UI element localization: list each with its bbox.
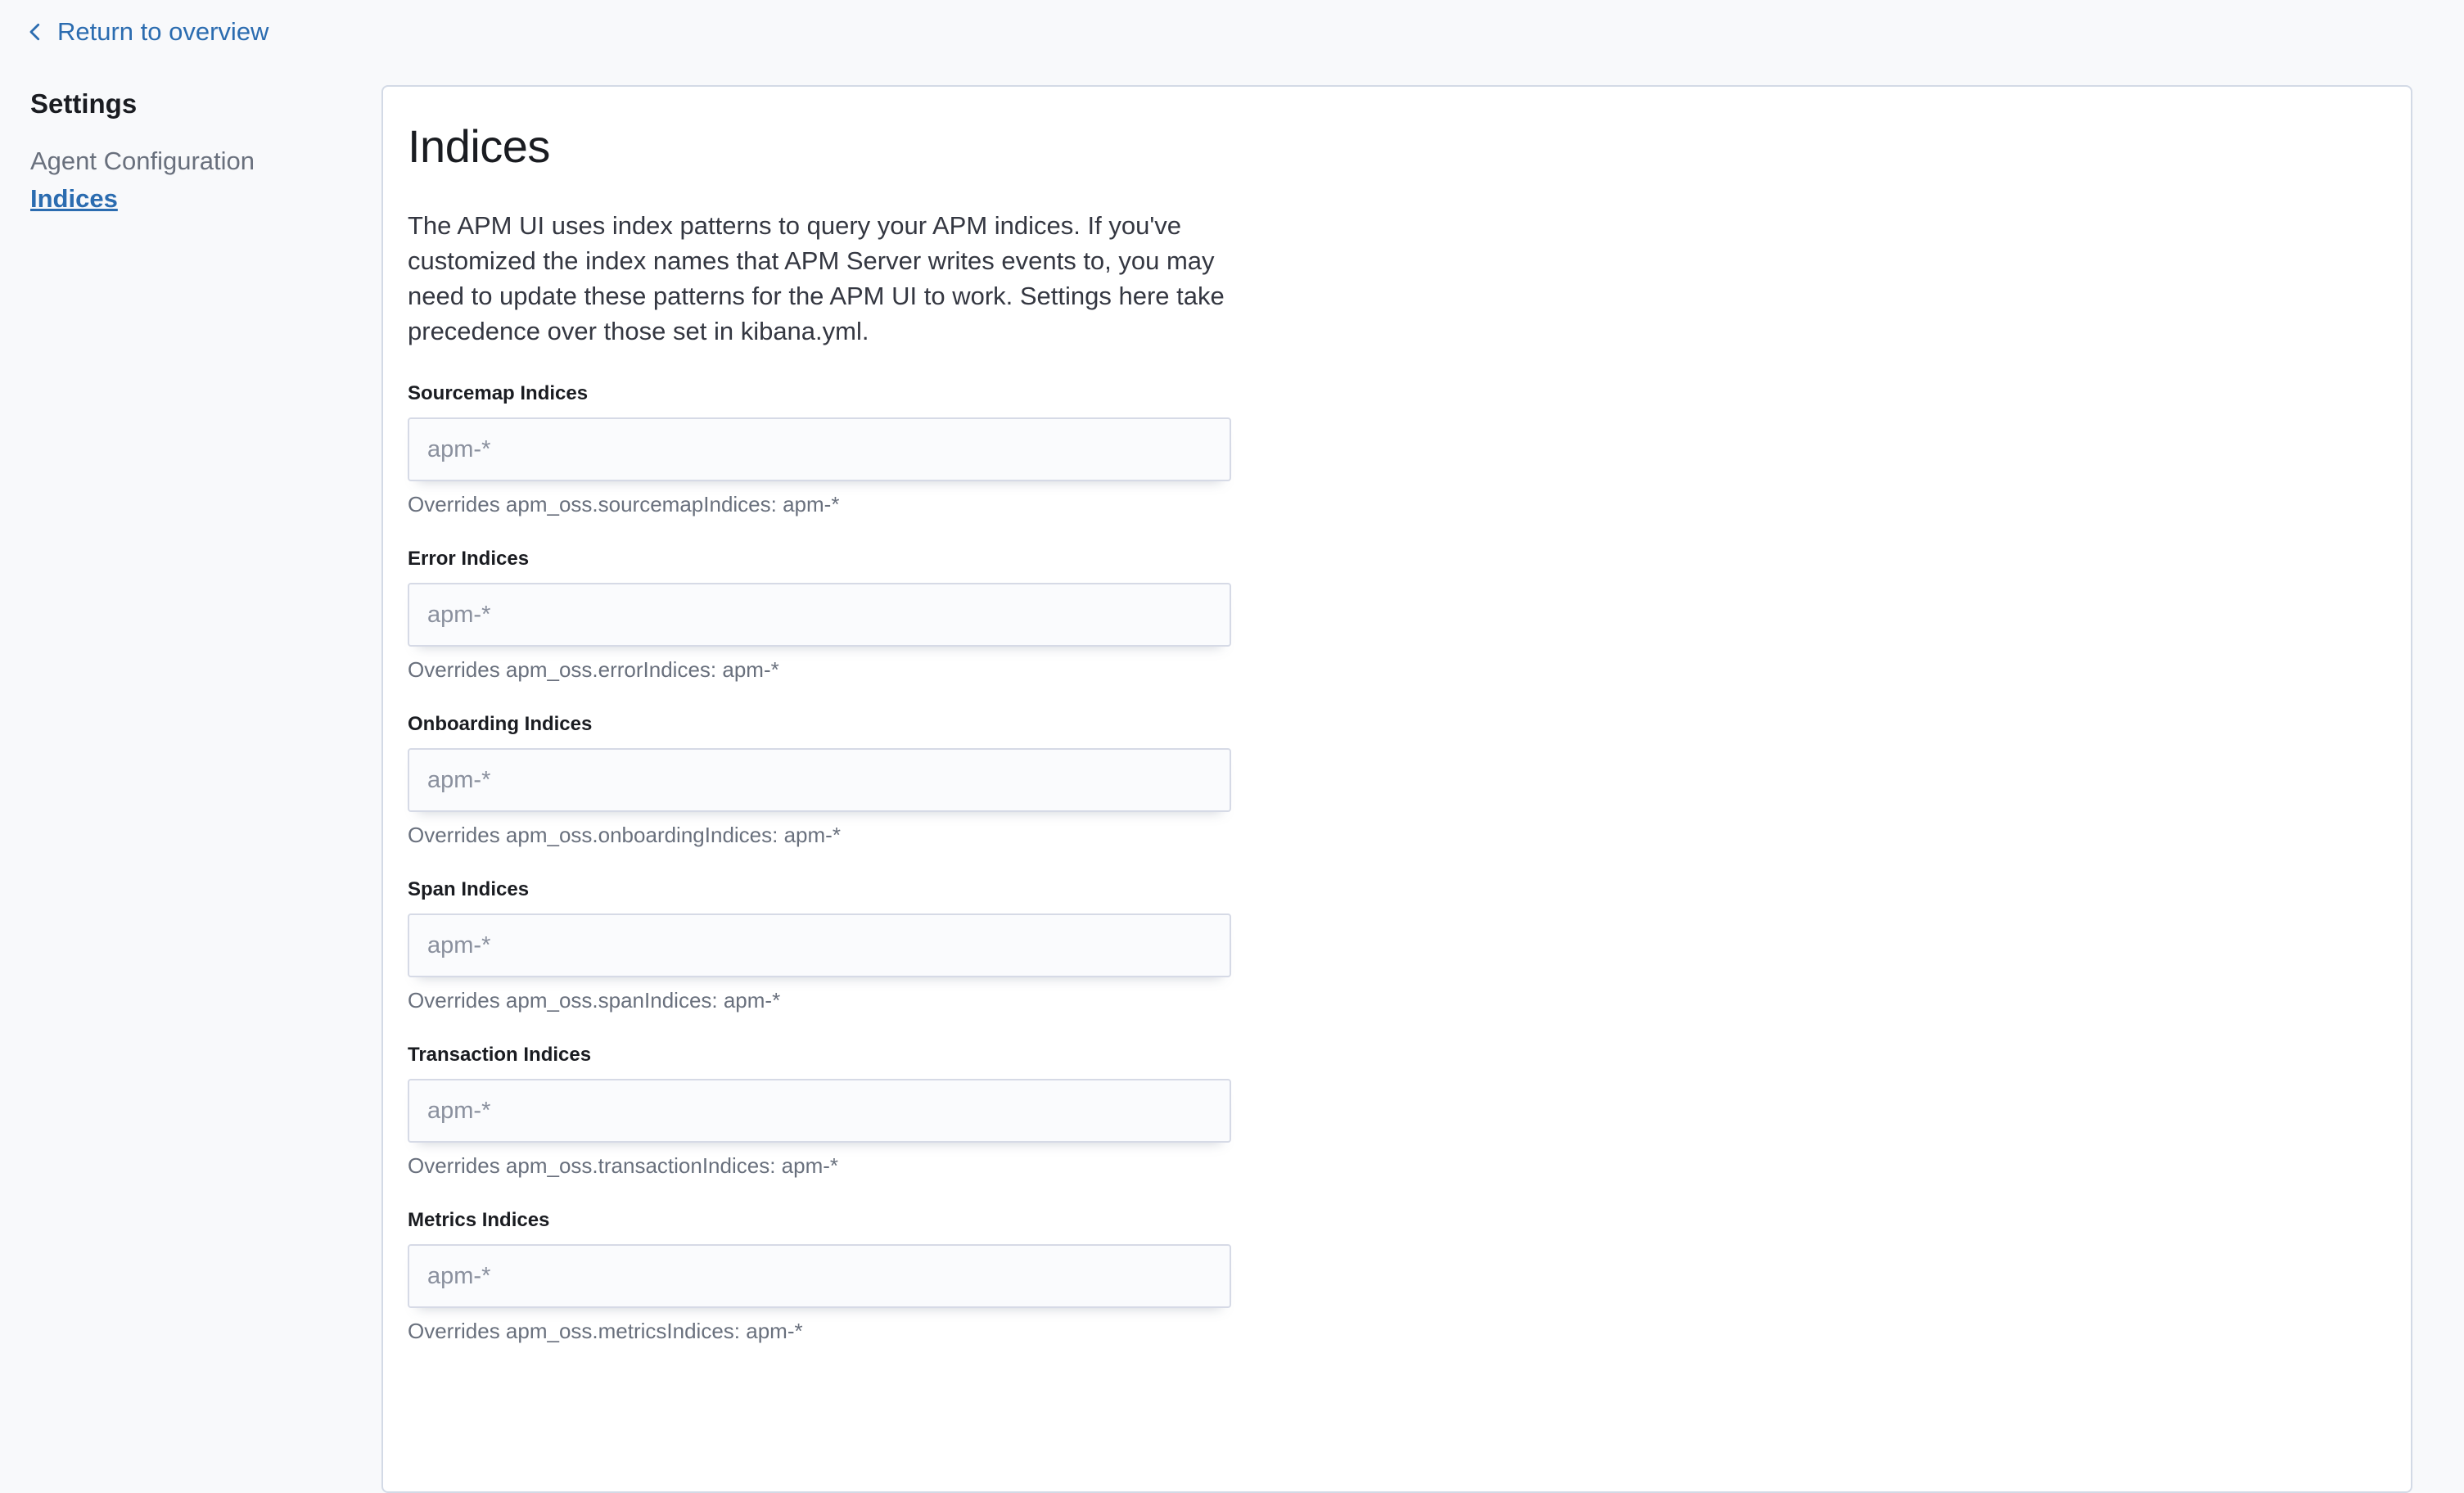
field-label: Sourcemap Indices: [408, 382, 589, 404]
form-field-group: [408, 877, 2386, 1013]
field-help-text: Overrides apm_oss.spanIndices: apm-*: [408, 988, 781, 1013]
field-label: Transaction Indices: [408, 1044, 592, 1066]
index-pattern-input-metrics-indices[interactable]: [408, 1244, 1231, 1308]
index-pattern-input-transaction-indices[interactable]: [408, 1079, 1231, 1143]
description-line: precedence over those set in kibana.yml.: [408, 317, 869, 345]
index-pattern-input-onboarding-indices[interactable]: [408, 748, 1231, 812]
sidebar-title: Settings: [30, 88, 138, 119]
return-to-overview-link[interactable]: [25, 16, 269, 47]
field-label: Onboarding Indices: [408, 713, 593, 735]
field-label: Metrics Indices: [408, 1209, 550, 1231]
field-help-text: Overrides apm_oss.sourcemapIndices: apm-*: [408, 492, 840, 516]
page-title: Indices: [408, 120, 550, 172]
form-field-group: [408, 1043, 2386, 1179]
field-help-text: Overrides apm_oss.errorIndices: apm-*: [408, 657, 779, 682]
index-pattern-input-sourcemap-indices[interactable]: [408, 417, 1231, 481]
indices-settings-panel: [381, 85, 2412, 1493]
sidebar-item-agent-configuration[interactable]: Agent Configuration: [30, 147, 255, 175]
form-field-group: [408, 381, 2386, 517]
indices-description: [408, 208, 2386, 349]
settings-sidebar: [30, 87, 366, 221]
chevron-left-icon: [25, 21, 46, 43]
field-help-text: Overrides apm_oss.transactionIndices: apm-*: [408, 1153, 839, 1178]
field-help-text: Overrides apm_oss.onboardingIndices: apm-*: [408, 823, 841, 847]
description-line: need to update these patterns for the APM UI to work. Settings here take: [408, 282, 1225, 310]
form-field-group: [408, 547, 2386, 683]
field-label: Span Indices: [408, 878, 530, 900]
return-to-overview-label: Return to overview: [57, 17, 269, 46]
description-line: The APM UI uses index patterns to query your APM indices. If you've: [408, 211, 1181, 240]
sidebar-item-indices[interactable]: Indices: [30, 184, 118, 213]
form-field-group: [408, 712, 2386, 848]
field-help-text: Overrides apm_oss.metricsIndices: apm-*: [408, 1319, 803, 1343]
indices-form: [408, 381, 2386, 1344]
description-line: customized the index names that APM Server writes events to, you may: [408, 246, 1215, 275]
index-pattern-input-error-indices[interactable]: [408, 583, 1231, 647]
form-field-group: [408, 1208, 2386, 1344]
index-pattern-input-span-indices[interactable]: [408, 913, 1231, 977]
field-label: Error Indices: [408, 548, 530, 570]
